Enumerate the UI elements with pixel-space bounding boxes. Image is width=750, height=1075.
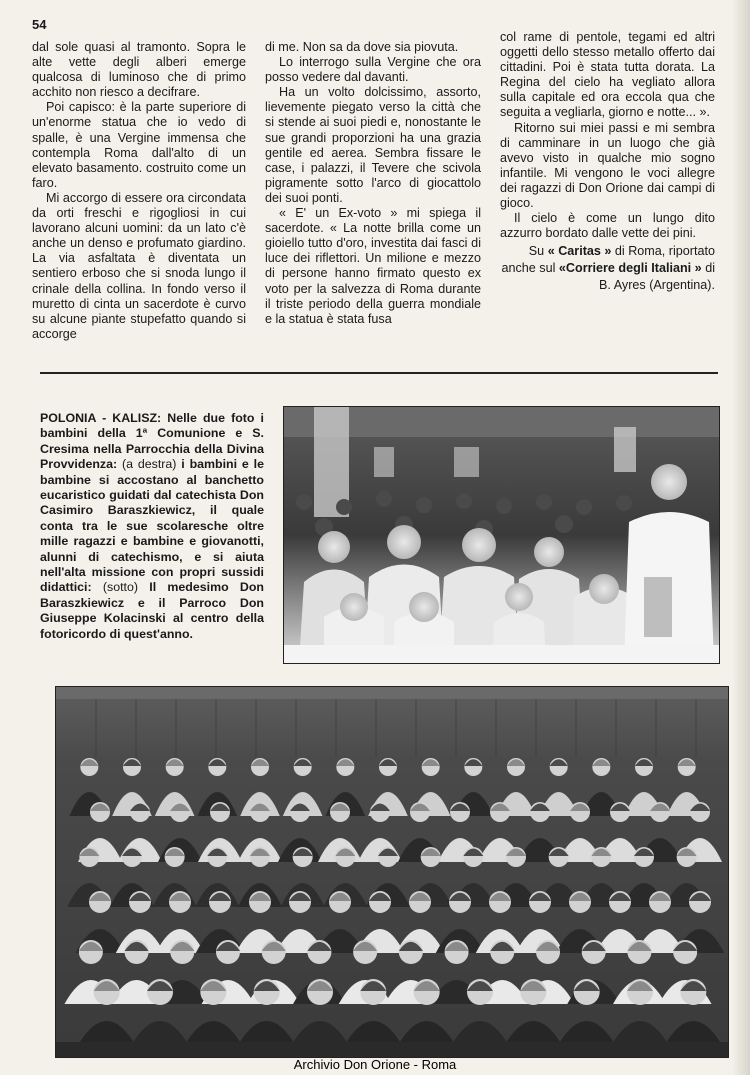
paragraph: Mi accorgo di essere ora circondata da orti freschi e rigogliosi in cui lavorano alcuni uomini: da un lato c'è anche un denso e profumato giardino. La via asfaltata è diventata un sentiero erboso che si snoda lungo il crinale della collina. In fondo verso il muretto di cinta un sacerdote è curvo su alcune piante stupefatto quando si accorge	[32, 190, 246, 341]
caption-middle: i bambini e le bambine si accostano al banchetto eucaristico guidati dal catechista Don Casimiro Baraszkiewicz, il quale conta tra le sue scolaresche oltre mille ragazzi e bambine e giovanotti, alunni di catechismo, e si aiuta nell'alta missione con propri sussidi didattici:	[40, 457, 264, 595]
paragraph: Ritorno sui miei passi e mi sembra di camminare in un luogo che già avevo visto in qualche mio sogno infantile. Mi vengono le voci allegre dei ragazzi di Don Orione dai campi di gioco.	[500, 120, 715, 211]
page-number: 54	[32, 17, 47, 32]
section-divider	[40, 372, 718, 374]
paragraph: col rame di pentole, tegami ed altri oggetti dello stesso metallo offerto dai cittadini. Poi è stata tutta dorata. La Regina del cielo ha vegliato allora sulla capitale ed ora eccola qua che seguita a vegliarla, giorno e notte... ».	[500, 30, 715, 120]
source-suffix: di B. Ayres (Argentina).	[599, 261, 715, 293]
paragraph: « E' un Ex-voto » mi spiega il sacerdote. « La notte brilla come un gioiello tutto d'oro, investita dai fasci di luce dei riflettori. Un milione e mezzo di persone hanno firmato questo ex voto per la salvezza di Roma durante il triste periodo della guerra mondiale e la statua è stata fusa	[265, 206, 481, 326]
photo-caption	[40, 411, 264, 642]
communion-banquet-photo	[283, 406, 720, 664]
archive-label: Archivio Don Orione - Roma	[293, 1057, 457, 1072]
source-publication-2: «Corriere degli Italiani »	[558, 261, 702, 276]
paragraph: Ha un volto dolcissimo, assorto, lievemente piegato verso la città che si stende ai suoi piedi e, nonostante le sue grandi proporzioni ha una grazia gentile ed aerea. Sembra fissare le case, i palazzi, il Tevere che scivola pigramente sotto l'arco di giocattolo dei suoi ponti.	[265, 85, 481, 205]
paragraph: Lo interrogo sulla Vergine che ora posso vedere dal davanti.	[265, 55, 481, 85]
caption-title: POLONIA - KALISZ: Nelle due foto i bambini della 1ª Comunione e S. Cresima nella Parrocchia della Divina Provvidenza:	[40, 411, 264, 472]
article-column-1	[32, 40, 246, 342]
paragraph: Il cielo è come un lungo dito azzurro bordato dalle vette dei pini.	[500, 211, 715, 241]
caption-end: Il medesimo Don Baraszkiewicz e il Parroco Don Giuseppe Kolacinski al centro della fotoricordo di quest'anno.	[40, 580, 264, 641]
source-mid: di Roma, riportato anche sul	[501, 244, 715, 276]
paragraph: di me. Non sa da dove sia piovuta.	[265, 40, 459, 54]
paragraph: Poi capisco: è la parte superiore di un'enorme statua che io vedo di spalle, è una Vergine immensa che contempla Roma dall'alto di un elevato basamento. costruito come un faro.	[32, 100, 246, 190]
article-column-3	[500, 30, 715, 294]
article-column-2	[265, 40, 481, 327]
source-prefix: Su	[528, 244, 545, 259]
caption-note-right: (a destra)	[121, 457, 177, 472]
group-photo	[55, 686, 729, 1058]
page-edge-shadow	[732, 0, 750, 1075]
source-publication-1: « Caritas »	[547, 244, 612, 259]
paragraph: dal sole quasi al tramonto. Sopra le alte vette degli alberi emerge qualcosa di luminoso che di primo acchito non riesco a decifrare.	[32, 40, 246, 100]
article-source	[500, 243, 715, 294]
caption-note-below: (sotto)	[102, 580, 139, 595]
